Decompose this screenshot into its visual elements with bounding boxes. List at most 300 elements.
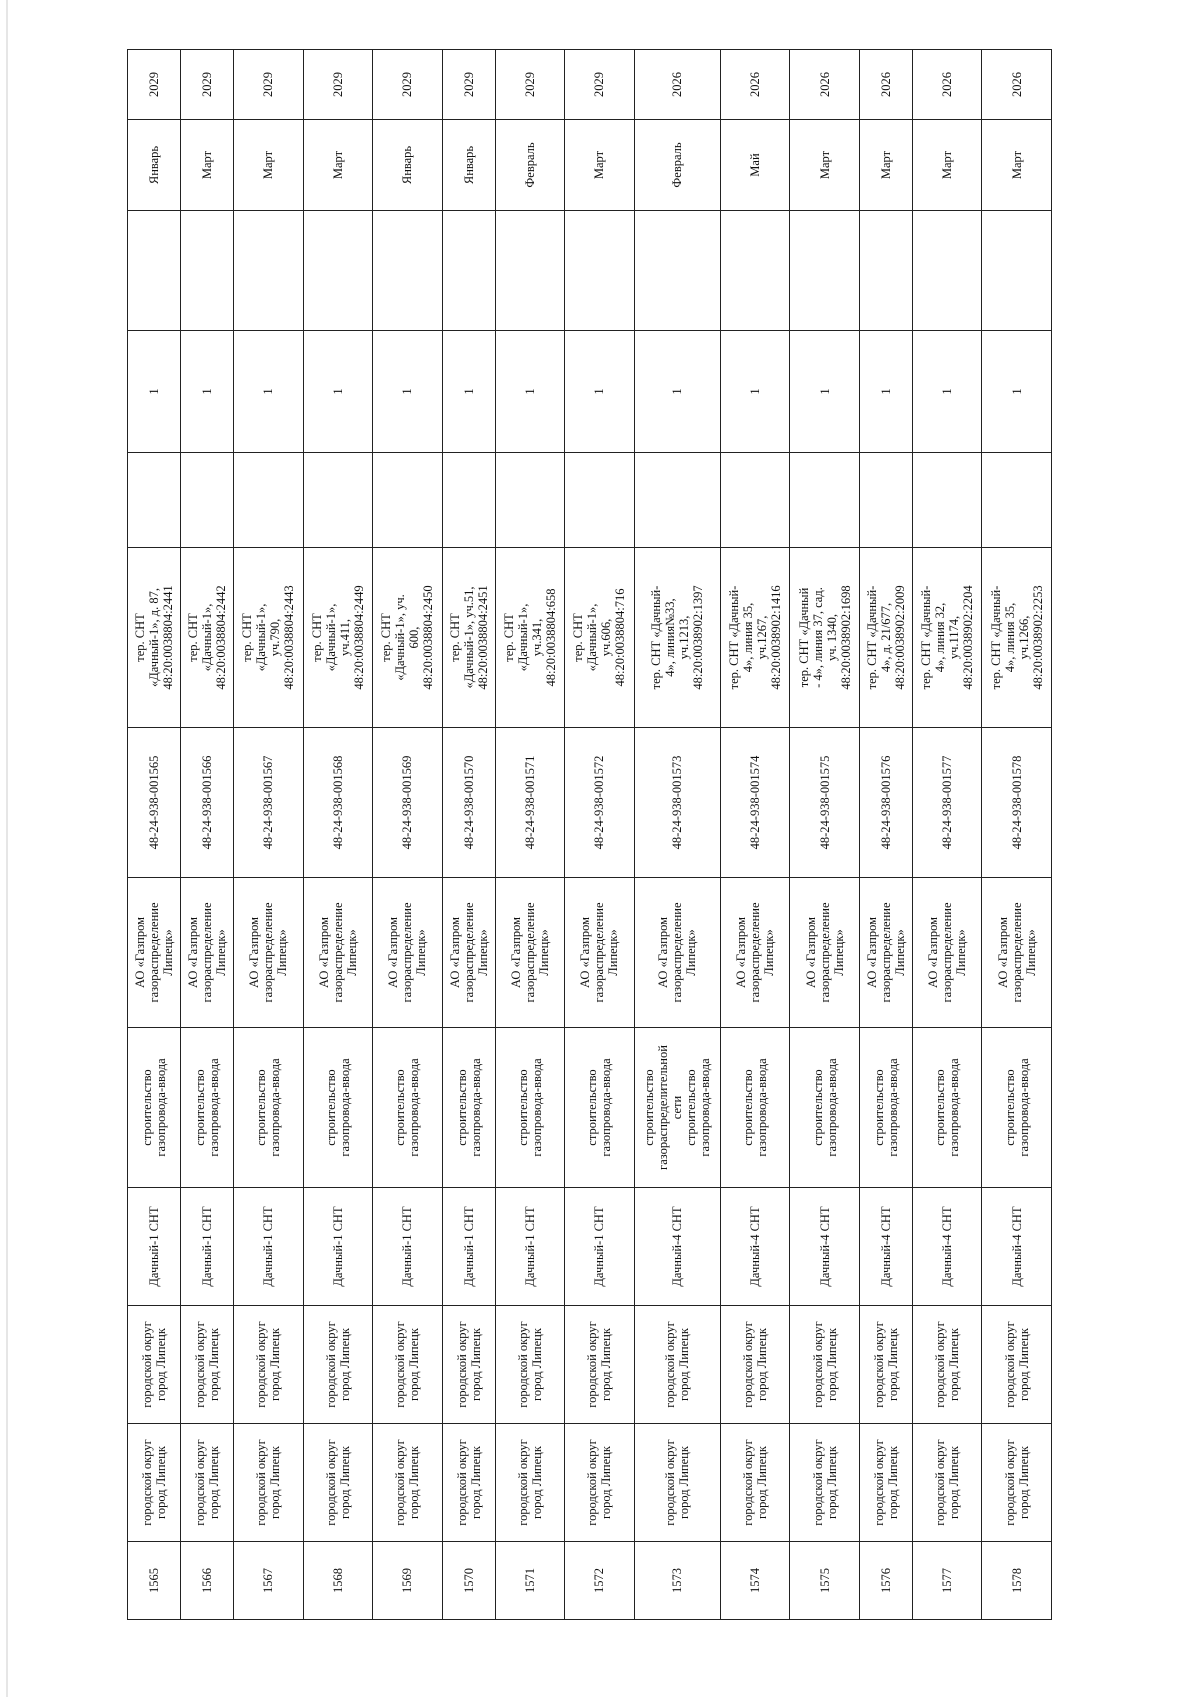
table-row (912, 50, 982, 1620)
table-row (859, 50, 912, 1620)
empty-cell (859, 211, 912, 331)
organization-cell (565, 878, 635, 1028)
snt-name-cell: Дачный-4 СНТ (720, 1188, 790, 1306)
address-cell-line: тер. СНТ (309, 613, 324, 662)
address-cell-line: уч.790, (268, 618, 283, 657)
organization-cell-line: Липецк» (475, 929, 490, 976)
organization-cell (442, 878, 495, 1028)
work-type-cell-line: газопровода-ввода (207, 1058, 222, 1157)
address-cell (234, 548, 304, 728)
snt-name-cell: Дачный-1 СНТ (565, 1188, 635, 1306)
work-type-cell-line: газораспределительной (656, 1045, 671, 1170)
table-row (495, 50, 565, 1620)
work-type-cell-line: газопровода-ввода (698, 1058, 713, 1157)
table-row (181, 50, 234, 1620)
snt-name-cell: Дачный-4 СНТ (634, 1188, 720, 1306)
work-type-cell-line: газопровода-ввода (1016, 1058, 1031, 1157)
work-type-cell-line: газопровода-ввода (947, 1058, 962, 1157)
organization-cell-line: Липецк» (762, 929, 777, 976)
organization-cell-line: Липецк» (1023, 929, 1038, 976)
municipality-cell: городской округ город Липецк (790, 1424, 860, 1542)
organization-cell-line: газораспределение (878, 902, 893, 1003)
address-cell (442, 548, 495, 728)
work-type-cell (982, 1028, 1052, 1188)
year-cell: 2029 (495, 50, 565, 120)
address-cell-line: уч.1266, (1016, 615, 1031, 660)
organization-cell-line: газораспределение (147, 902, 162, 1003)
work-type-cell-line: газопровода-ввода (468, 1058, 483, 1157)
address-cell-line: 4», линия 35, (1002, 602, 1017, 673)
month-cell: Май (720, 120, 790, 211)
row-number-cell: 1565 (128, 1542, 181, 1620)
year-cell: 2029 (128, 50, 181, 120)
year-cell: 2026 (634, 50, 720, 120)
count-cell: 1 (128, 331, 181, 453)
municipality-cell: городской округ город Липецк (912, 1424, 982, 1542)
address-cell-line: «Дачный-1», уч.51, (461, 586, 476, 689)
address-cell-line: 48:20:0038804:2449 (351, 585, 366, 690)
work-type-cell-line: газопровода-ввода (599, 1058, 614, 1157)
address-cell-line: 48:20:0038804:2441 (161, 585, 176, 690)
snt-name-cell: Дачный-1 СНТ (495, 1188, 565, 1306)
rotated-page-content (127, 72, 1052, 1620)
count-cell: 1 (442, 331, 495, 453)
work-type-cell-line: строительство (393, 1069, 408, 1146)
organization-cell (128, 878, 181, 1028)
organization-cell-line: газораспределение (748, 902, 763, 1003)
address-cell-line: уч.411, (337, 618, 352, 657)
month-cell: Март (303, 120, 373, 211)
address-cell-line: тер. СНТ «Дачный- (864, 585, 879, 690)
snt-name-cell: Дачный-4 СНТ (859, 1188, 912, 1306)
year-cell: 2029 (234, 50, 304, 120)
month-cell: Март (912, 120, 982, 211)
address-cell-line: тер. СНТ (133, 613, 148, 662)
empty-cell (495, 211, 565, 331)
object-id-cell: 48-24-938-001571 (495, 728, 565, 878)
row-number-cell: 1572 (565, 1542, 635, 1620)
count-cell: 1 (303, 331, 373, 453)
year-cell: 2029 (181, 50, 234, 120)
organization-cell (982, 878, 1052, 1028)
row-number-cell: 1578 (982, 1542, 1052, 1620)
object-id-cell: 48-24-938-001576 (859, 728, 912, 878)
address-cell-line: 4», линия№33, (663, 598, 678, 677)
address-cell-line: 4», линия 32, (933, 602, 948, 673)
address-cell-line: 48:20:0038804:2442 (214, 585, 229, 690)
work-type-cell-line: газопровода-ввода (885, 1058, 900, 1157)
settlement-cell: городской округ город Липецк (790, 1306, 860, 1424)
address-cell-line: тер. СНТ (240, 613, 255, 662)
empty-cell (181, 453, 234, 548)
empty-cell (442, 211, 495, 331)
count-cell: 1 (982, 331, 1052, 453)
empty-cell (912, 453, 982, 548)
settlement-cell: городской округ город Липецк (128, 1306, 181, 1424)
address-cell-line: 4», д. 21/677, (878, 602, 893, 673)
organization-cell-line: газораспределение (817, 902, 832, 1003)
object-id-cell: 48-24-938-001577 (912, 728, 982, 878)
count-cell: 1 (373, 331, 443, 453)
table-row (442, 50, 495, 1620)
organization-cell-line: газораспределение (592, 902, 607, 1003)
organization-cell-line: Липецк» (414, 929, 429, 976)
address-cell-line: тер. СНТ «Дачный (796, 587, 811, 688)
work-type-cell-line: строительство (933, 1069, 948, 1146)
settlement-cell: городской округ город Липецк (303, 1306, 373, 1424)
month-cell: Март (565, 120, 635, 211)
count-cell: 1 (565, 331, 635, 453)
address-cell-line: тер. СНТ «Дачный- (919, 585, 934, 690)
year-cell: 2029 (442, 50, 495, 120)
snt-name-cell: Дачный-4 СНТ (982, 1188, 1052, 1306)
municipality-cell: городской округ город Липецк (495, 1424, 565, 1542)
organization-cell-line: АО «Газпром (926, 916, 941, 989)
municipality-cell: городской округ город Липецк (442, 1424, 495, 1542)
object-id-cell: 48-24-938-001568 (303, 728, 373, 878)
year-cell: 2026 (982, 50, 1052, 120)
organization-cell-line: Липецк» (606, 929, 621, 976)
work-type-cell (181, 1028, 234, 1188)
count-cell: 1 (859, 331, 912, 453)
organization-cell-line: Липецк» (954, 929, 969, 976)
empty-cell (442, 453, 495, 548)
snt-name-cell: Дачный-1 СНТ (303, 1188, 373, 1306)
work-type-cell-line: строительство (193, 1069, 208, 1146)
address-cell-line: тер. СНТ «Дачный- (649, 585, 664, 690)
year-cell: 2029 (565, 50, 635, 120)
organization-cell-line: Липецк» (344, 929, 359, 976)
month-cell: Март (790, 120, 860, 211)
empty-cell (373, 453, 443, 548)
organization-cell (303, 878, 373, 1028)
count-cell: 1 (234, 331, 304, 453)
table-row (982, 50, 1052, 1620)
month-cell: Январь (373, 120, 443, 211)
organization-cell-line: газораспределение (670, 902, 685, 1003)
organization-cell-line: газораспределение (461, 902, 476, 1003)
organization-cell-line: АО «Газпром (995, 916, 1010, 989)
table-row (565, 50, 635, 1620)
organization-cell-line: АО «Газпром (578, 916, 593, 989)
year-cell: 2026 (912, 50, 982, 120)
empty-cell (859, 453, 912, 548)
empty-cell (790, 211, 860, 331)
organization-cell-line: АО «Газпром (864, 916, 879, 989)
address-cell-line: 48:20:0038804:2443 (282, 585, 297, 690)
organization-cell-line: АО «Газпром (247, 916, 262, 989)
registry-table-body (128, 50, 1052, 1620)
table-row (303, 50, 373, 1620)
work-type-cell (442, 1028, 495, 1188)
address-cell-line: «Дачный-1», (200, 603, 215, 672)
organization-cell-line: АО «Газпром (316, 916, 331, 989)
organization-cell-line: АО «Газпром (656, 916, 671, 989)
address-cell-line: тер. СНТ (379, 613, 394, 662)
organization-cell-line: газораспределение (200, 902, 215, 1003)
address-cell-line: 48:20:0038902:2009 (892, 585, 907, 690)
empty-cell (128, 453, 181, 548)
address-cell-line: уч.1267, (755, 615, 770, 660)
scan-edge (6, 0, 8, 1697)
settlement-cell: городской округ город Липецк (982, 1306, 1052, 1424)
address-cell-line: 48:20:0038804:716 (613, 588, 628, 687)
count-cell: 1 (790, 331, 860, 453)
municipality-cell: городской округ город Липецк (181, 1424, 234, 1542)
snt-name-cell: Дачный-4 СНТ (912, 1188, 982, 1306)
municipality-cell: городской округ город Липецк (234, 1424, 304, 1542)
organization-cell-line: Липецк» (892, 929, 907, 976)
work-type-cell (790, 1028, 860, 1188)
row-number-cell: 1570 (442, 1542, 495, 1620)
organization-cell-line: газораспределение (400, 902, 415, 1003)
organization-cell-line: АО «Газпром (447, 916, 462, 989)
empty-cell (982, 211, 1052, 331)
organization-cell (912, 878, 982, 1028)
empty-cell (495, 453, 565, 548)
organization-cell-line: Липецк» (684, 929, 699, 976)
month-cell: Февраль (634, 120, 720, 211)
work-type-cell-line: строительство (684, 1069, 699, 1146)
settlement-cell: городской округ город Липецк (859, 1306, 912, 1424)
work-type-cell-line: газопровода-ввода (154, 1058, 169, 1157)
month-cell: Март (181, 120, 234, 211)
snt-name-cell: Дачный-1 СНТ (128, 1188, 181, 1306)
work-type-cell-line: строительство (585, 1069, 600, 1146)
snt-name-cell: Дачный-4 СНТ (790, 1188, 860, 1306)
settlement-cell: городской округ город Липецк (634, 1306, 720, 1424)
empty-cell (565, 211, 635, 331)
address-cell-line: 48:20:0038804:2451 (475, 585, 490, 690)
settlement-cell: городской округ город Липецк (373, 1306, 443, 1424)
municipality-cell: городской округ город Липецк (859, 1424, 912, 1542)
empty-cell (234, 211, 304, 331)
address-cell-line: уч.341, (529, 618, 544, 657)
municipality-cell: городской округ город Липецк (634, 1424, 720, 1542)
empty-cell (634, 211, 720, 331)
address-cell-line: уч. 1340, (824, 614, 839, 661)
count-cell: 1 (181, 331, 234, 453)
address-cell (982, 548, 1052, 728)
table-row (634, 50, 720, 1620)
empty-cell (720, 453, 790, 548)
month-cell: Февраль (495, 120, 565, 211)
work-type-cell (720, 1028, 790, 1188)
address-cell-line: 48:20:0038902:1416 (769, 585, 784, 690)
work-type-cell-line: сети (670, 1095, 685, 1120)
work-type-cell-line: газопровода-ввода (824, 1058, 839, 1157)
object-id-cell: 48-24-938-001574 (720, 728, 790, 878)
organization-cell-line: АО «Газпром (508, 916, 523, 989)
object-id-cell: 48-24-938-001575 (790, 728, 860, 878)
work-type-cell-line: строительство (254, 1069, 269, 1146)
work-type-cell-line: строительство (140, 1069, 155, 1146)
address-cell (790, 548, 860, 728)
count-cell: 1 (720, 331, 790, 453)
work-type-cell-line: строительство (642, 1069, 657, 1146)
empty-cell (982, 453, 1052, 548)
object-id-cell: 48-24-938-001578 (982, 728, 1052, 878)
empty-cell (234, 453, 304, 548)
row-number-cell: 1574 (720, 1542, 790, 1620)
work-type-cell-line: строительство (323, 1069, 338, 1146)
work-type-cell-line: строительство (454, 1069, 469, 1146)
work-type-cell-line: строительство (810, 1069, 825, 1146)
organization-cell-line: АО «Газпром (803, 916, 818, 989)
municipality-cell: городской округ город Липецк (373, 1424, 443, 1542)
organization-cell-line: газораспределение (522, 902, 537, 1003)
address-cell (565, 548, 635, 728)
organization-cell (495, 878, 565, 1028)
municipality-cell: городской округ город Липецк (720, 1424, 790, 1542)
address-cell (181, 548, 234, 728)
row-number-cell: 1569 (373, 1542, 443, 1620)
empty-cell (565, 453, 635, 548)
organization-cell-line: Липецк» (214, 929, 229, 976)
organization-cell (373, 878, 443, 1028)
organization-cell-line: АО «Газпром (386, 916, 401, 989)
table-row (234, 50, 304, 1620)
address-cell (128, 548, 181, 728)
organization-cell-line: газораспределение (940, 902, 955, 1003)
empty-cell (303, 211, 373, 331)
settlement-cell: городской округ город Липецк (495, 1306, 565, 1424)
object-id-cell: 48-24-938-001569 (373, 728, 443, 878)
organization-cell-line: АО «Газпром (186, 916, 201, 989)
address-cell-line: - 4», линия 37, сад. (810, 587, 825, 688)
work-type-cell (859, 1028, 912, 1188)
address-cell-line: 48:20:0038902:1397 (691, 585, 706, 690)
row-number-cell: 1576 (859, 1542, 912, 1620)
address-cell (373, 548, 443, 728)
count-cell: 1 (634, 331, 720, 453)
municipality-cell: городской округ город Липецк (128, 1424, 181, 1542)
address-cell (720, 548, 790, 728)
organization-cell-line: газораспределение (261, 902, 276, 1003)
work-type-cell-line: газопровода-ввода (268, 1058, 283, 1157)
organization-cell-line: Липецк» (831, 929, 846, 976)
empty-cell (303, 453, 373, 548)
work-type-cell (495, 1028, 565, 1188)
organization-cell (234, 878, 304, 1028)
address-cell-line: 48:20:0038804:2450 (421, 585, 436, 690)
year-cell: 2026 (790, 50, 860, 120)
settlement-cell: городской округ город Липецк (234, 1306, 304, 1424)
address-cell-line: «Дачный-1», (585, 603, 600, 672)
address-cell-line: «Дачный-1», д. 87, (147, 587, 162, 688)
work-type-cell (234, 1028, 304, 1188)
year-cell: 2026 (720, 50, 790, 120)
row-number-cell: 1566 (181, 1542, 234, 1620)
year-cell: 2029 (303, 50, 373, 120)
row-number-cell: 1571 (495, 1542, 565, 1620)
address-cell-line: «Дачный-1», (515, 603, 530, 672)
object-id-cell: 48-24-938-001565 (128, 728, 181, 878)
row-number-cell: 1573 (634, 1542, 720, 1620)
address-cell (859, 548, 912, 728)
address-cell-line: тер. СНТ (186, 613, 201, 662)
address-cell-line: 4», линия 35, (741, 602, 756, 673)
organization-cell-line: АО «Газпром (734, 916, 749, 989)
settlement-cell: городской округ город Липецк (181, 1306, 234, 1424)
address-cell-line: тер. СНТ (447, 613, 462, 662)
address-cell (303, 548, 373, 728)
month-cell: Март (234, 120, 304, 211)
organization-cell (859, 878, 912, 1028)
work-type-cell-line: строительство (741, 1069, 756, 1146)
registry-table (127, 49, 1052, 1620)
organization-cell-line: Липецк» (536, 929, 551, 976)
work-type-cell-line: строительство (871, 1069, 886, 1146)
object-id-cell: 48-24-938-001570 (442, 728, 495, 878)
organization-cell-line: газораспределение (330, 902, 345, 1003)
empty-cell (634, 453, 720, 548)
address-cell (495, 548, 565, 728)
month-cell: Январь (128, 120, 181, 211)
address-cell-line: уч.606, (599, 618, 614, 657)
address-cell-line: уч.1213, (677, 615, 692, 660)
empty-cell (373, 211, 443, 331)
municipality-cell: городской округ город Липецк (565, 1424, 635, 1542)
work-type-cell-line: газопровода-ввода (755, 1058, 770, 1157)
address-cell (634, 548, 720, 728)
address-cell-line: 48:20:0038902:1698 (838, 585, 853, 690)
address-cell-line: тер. СНТ (571, 613, 586, 662)
empty-cell (912, 211, 982, 331)
address-cell-line: 48:20:0038902:2204 (961, 585, 976, 690)
work-type-cell-line: строительство (515, 1069, 530, 1146)
settlement-cell: городской округ город Липецк (720, 1306, 790, 1424)
organization-cell-line: Липецк» (275, 929, 290, 976)
object-id-cell: 48-24-938-001566 (181, 728, 234, 878)
empty-cell (181, 211, 234, 331)
work-type-cell-line: газопровода-ввода (529, 1058, 544, 1157)
work-type-cell-line: газопровода-ввода (337, 1058, 352, 1157)
work-type-cell (565, 1028, 635, 1188)
month-cell: Март (859, 120, 912, 211)
address-cell-line: «Дачный-1», (254, 603, 269, 672)
address-cell-line: уч.1174, (947, 615, 962, 660)
empty-cell (790, 453, 860, 548)
settlement-cell: городской округ город Липецк (442, 1306, 495, 1424)
address-cell-line: тер. СНТ (501, 613, 516, 662)
settlement-cell: городской округ город Липецк (912, 1306, 982, 1424)
count-cell: 1 (495, 331, 565, 453)
row-number-cell: 1568 (303, 1542, 373, 1620)
empty-cell (128, 211, 181, 331)
snt-name-cell: Дачный-1 СНТ (234, 1188, 304, 1306)
object-id-cell: 48-24-938-001573 (634, 728, 720, 878)
month-cell: Январь (442, 120, 495, 211)
count-cell: 1 (912, 331, 982, 453)
municipality-cell: городской округ город Липецк (303, 1424, 373, 1542)
work-type-cell (634, 1028, 720, 1188)
address-cell-line: 48:20:0038902:2253 (1030, 585, 1045, 690)
address-cell-line: 600, (407, 626, 422, 649)
work-type-cell-line: газопровода-ввода (407, 1058, 422, 1157)
work-type-cell (128, 1028, 181, 1188)
year-cell: 2029 (373, 50, 443, 120)
address-cell-line: 48:20:0038804:658 (543, 588, 558, 687)
work-type-cell (373, 1028, 443, 1188)
organization-cell (634, 878, 720, 1028)
work-type-cell (303, 1028, 373, 1188)
row-number-cell: 1577 (912, 1542, 982, 1620)
work-type-cell (912, 1028, 982, 1188)
organization-cell (181, 878, 234, 1028)
municipality-cell: городской округ город Липецк (982, 1424, 1052, 1542)
organization-cell (720, 878, 790, 1028)
